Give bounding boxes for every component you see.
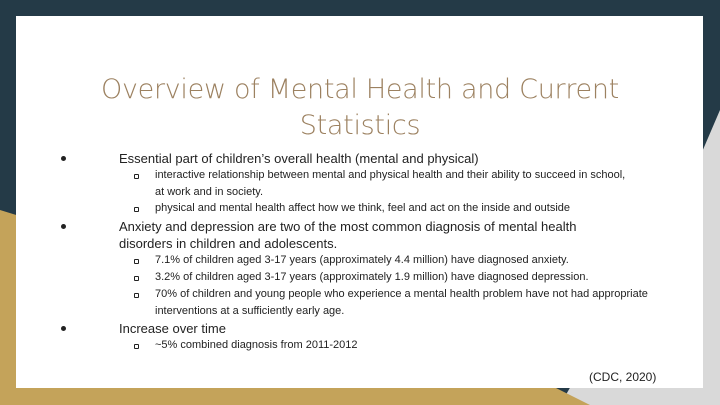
sub-bullet-text: ~5% combined diagnosis from 2011-2012 — [155, 339, 358, 351]
sub-bullet-text: physical and mental health affect how we think, feel and act on the inside and outside — [155, 202, 571, 214]
hollow-bullet-icon — [134, 174, 139, 179]
sub-bullet-text: 3.2% of children aged 3-17 years (approximately 1.9 million) have diagnosed depression. — [155, 271, 589, 283]
sub-bullet — [155, 269, 665, 286]
bullet-2 — [119, 218, 619, 252]
bullet-dot-icon — [61, 224, 66, 229]
slide-title: Overview of Mental Health and Current Statistics — [101, 74, 619, 141]
sub-bullet-text: 70% of children and young people who experience a mental health problem have not had appropriate interventions at a sufficiently early age. — [155, 288, 648, 317]
bullet-text: Anxiety and depression are two of the most common diagnosis of mental health disorders in children and adolescents. — [119, 219, 577, 251]
bullet-dot-icon — [61, 156, 66, 161]
hollow-bullet-icon — [134, 293, 139, 298]
sub-bullet — [155, 252, 665, 269]
sub-bullet — [155, 200, 665, 217]
citation: (CDC, 2020) — [589, 370, 657, 384]
bullet-dot-icon — [61, 326, 66, 331]
bullet-text: Increase over time — [119, 321, 226, 336]
hollow-bullet-icon — [134, 207, 139, 212]
hollow-bullet-icon — [134, 259, 139, 264]
bullet-3 — [119, 320, 639, 337]
sub-bullet — [155, 286, 665, 320]
sub-bullet-text: 7.1% of children aged 3-17 years (approximately 4.4 million) have diagnosed anxiety. — [155, 254, 569, 266]
bullet-text: Essential part of children’s overall health (mental and physical) — [119, 151, 479, 166]
sub-bullet — [155, 337, 665, 354]
sub-bullet — [155, 167, 635, 201]
hollow-bullet-icon — [134, 344, 139, 349]
sub-bullet-text: interactive relationship between mental and physical health and their ability to succeed in school, at work and in society. — [155, 169, 626, 198]
bullet-1 — [119, 150, 639, 167]
hollow-bullet-icon — [134, 276, 139, 281]
